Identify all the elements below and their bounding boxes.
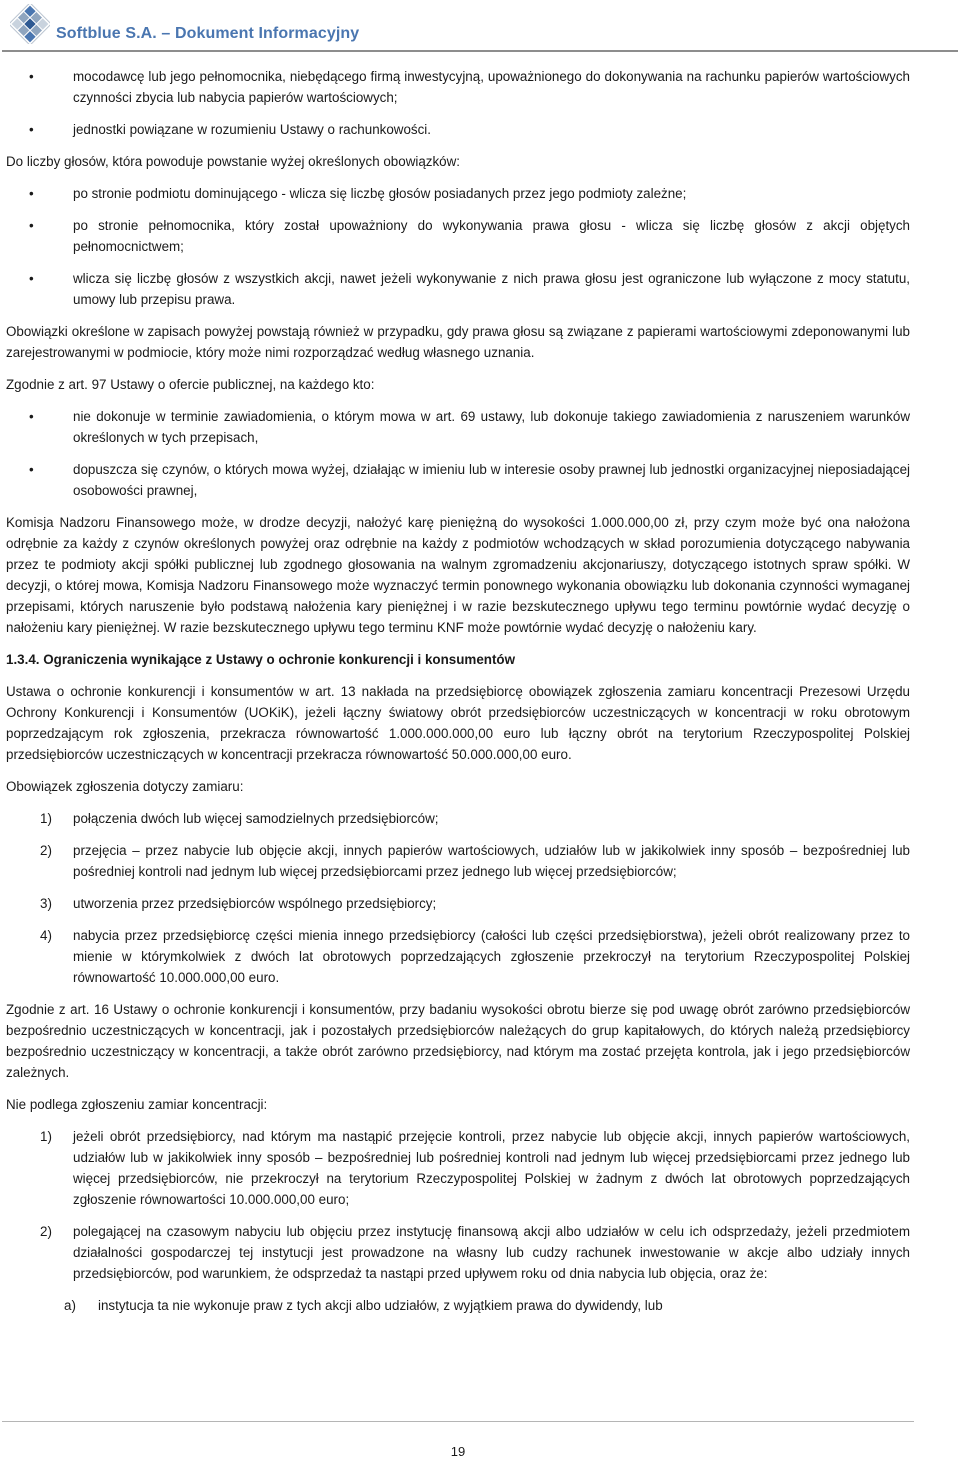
section-heading: 1.3.4. Ograniczenia wynikające z Ustawy o ochronie konkurencji i konsumentów bbox=[6, 652, 516, 667]
bullet-icon: • bbox=[29, 271, 34, 286]
list-item: 2) polegającej na czasowym nabyciu lub objęciu przez instytucję finansową akcji albo udziałów w celu ich odsprzedaży, jeżeli przedmiotem działalności gospodarczej tej instytucji jest prowadzone na własny lub cudzy rachunek inwestowanie w akcje albo udziały innych przedsiębiorców, pod warunkiem, że odsprzedaż ta nastąpi przed upływem roku od dnia nabycia lub objęcia, oraz że: bbox=[40, 1224, 910, 1281]
list-item: • wlicza się liczbę głosów z wszystkich akcji, nawet jeżeli wykonywanie z nich prawa głosu jest ograniczone lub wyłączone z mocy statutu, umowy lub przepisu prawa. bbox=[6, 268, 910, 310]
bullet-icon: • bbox=[29, 69, 34, 84]
bullet-icon: • bbox=[29, 122, 34, 137]
list-item: • nie dokonuje w terminie zawiadomienia, o którym mowa w art. 69 ustawy, lub dokonuje takiego zawiadomienia z naruszeniem warunków określonych w tych przepisach, bbox=[6, 406, 910, 448]
alpha-list bbox=[6, 1295, 910, 1316]
list-item: a) instytucja ta nie wykonuje praw z tych akcji albo udziałów, z wyjątkiem prawa do dywidendy, lub bbox=[64, 1298, 663, 1313]
list-item: • dopuszcza się czynów, o których mowa wyżej, działając w imieniu lub w interesie osoby prawnej lub jednostki organizacyjnej nieposiadającej osobowości prawnej, bbox=[6, 459, 910, 501]
bullet-list-art97 bbox=[6, 406, 910, 501]
numbered-list-nie-podlega bbox=[6, 1126, 910, 1284]
page-header bbox=[0, 0, 960, 56]
bullet-icon: • bbox=[29, 186, 34, 201]
header-divider bbox=[2, 50, 958, 52]
paragraph-art16: Zgodnie z art. 16 Ustawy o ochronie konkurencji i konsumentów, przy badaniu wysokości obrotu bierze się pod uwagę obrót zarówno przedsiębiorców bezpośrednio uczestniczących w koncentracji, jak i pozostałych przedsiębiorców należących do grup kapitałowych, do których należą przedsiębiorcy bezpośrednio uczestniczący w koncentracji, a także obrót zarówno przedsiębiorcy, nad którym ma zostać przejęta kontrola, jak i jego przedsiębiorców zależnych. bbox=[6, 1002, 910, 1080]
list-item: 1) połączenia dwóch lub więcej samodzielnych przedsiębiorców; bbox=[40, 811, 439, 826]
page-number: 19 bbox=[450, 1444, 466, 1459]
document-header-title: Softblue S.A. – Dokument Informacyjny bbox=[56, 25, 360, 42]
paragraph-nie-podlega: Nie podlega zgłoszeniu zamiar koncentracji: bbox=[6, 1097, 268, 1112]
bullet-icon: • bbox=[29, 218, 34, 233]
paragraph-obowiazki: Obowiązki określone w zapisach powyżej powstają również w przypadku, gdy prawa głosu są związane z papierami wartościowymi zdeponowanymi lub zarejestrowanymi w podmiocie, który może nimi rozporządzać według własnego uznania. bbox=[6, 324, 910, 360]
bullet-icon: • bbox=[29, 409, 34, 424]
paragraph-ustawa: Ustawa o ochronie konkurencji i konsumentów w art. 13 nakłada na przedsiębiorcę obowiązek zgłoszenia zamiaru koncentracji Prezesowi Urzędu Ochrony Konkurencji i Konsumentów (UOKiK), jeżeli łączny światowy obrót przedsiębiorców uczestniczących w koncentracji w roku obrotowym poprzedzającym rok zgłoszenia, przekracza równowartość 1.000.000.000,00 euro lub łączny obrót na terytorium Rzeczypospolitej Polskiej przedsiębiorców uczestniczących w koncentracji przekracza równowartość 50.000.000,00 euro. bbox=[6, 684, 910, 762]
list-item: 3) utworzenia przez przedsiębiorców wspólnego przedsiębiorcy; bbox=[40, 896, 437, 911]
list-item: 4) nabycia przez przedsiębiorcę części mienia innego przedsiębiorcy (całości lub części przedsiębiorstwa), jeżeli obrót realizowany przez to mienie w którymkolwiek z dwóch lat obrotowych poprzedzających zgłoszenie przekroczył na terytorium Rzeczypospolitej Polskiej równowartość 10.000.000,00 euro. bbox=[40, 928, 910, 985]
paragraph-komisja: Komisja Nadzoru Finansowego może, w drodze decyzji, nałożyć karę pieniężną do wysokości 1.000.000,00 zł, przy czym może być ona nałożona odrębnie za każdy z czynów określonych powyżej oraz odrębnie na każdy z podmiotów wchodzących w skład porozumienia dotyczącego nabywania przez te podmioty akcji spółki publicznej lub zgodnego głosowania na walnym zgromadzeniu akcjonariuszy, dotyczącego istotnych spraw spółki. W decyzji, o której mowa, Komisja Nadzoru Finansowego może wyznaczyć termin ponownego wykonania obowiązku lub dokonania czynności wymaganej przepisami, których naruszenie było podstawą nałożenia kary pieniężnej i w razie bezskutecznego upływu tego terminu powtórnie wydać decyzję o nałożeniu kary pieniężnej. W razie bezskutecznego upływu tego terminu KNF może powtórnie wydać decyzję o nałożeniu kary. bbox=[6, 515, 910, 635]
paragraph-obowiazek: Obowiązek zgłoszenia dotyczy zamiaru: bbox=[6, 779, 244, 794]
list-item: • mocodawcę lub jego pełnomocnika, niebędącego firmą inwestycyjną, upoważnionego do dokonywania na rachunku papierów wartościowych czynności zbycia lub nabycia papierów wartościowych; bbox=[6, 66, 910, 108]
list-item: • po stronie podmiotu dominującego - wlicza się liczbę głosów posiadanych przez jego podmioty zależne; bbox=[6, 183, 910, 204]
list-item: 2) przejęcia – przez nabycie lub objęcie akcji, innych papierów wartościowych, udziałów lub w jakikolwiek inny sposób – bezpośredniej lub pośredniej kontroli nad jednym lub więcej przedsiębiorcami przez jednego lub więcej przedsiębiorców; bbox=[40, 843, 910, 879]
bullet-icon: • bbox=[29, 462, 34, 477]
numbered-list-zamiar bbox=[6, 808, 910, 988]
paragraph-art97: Zgodnie z art. 97 Ustawy o ofercie publicznej, na każdego kto: bbox=[6, 377, 375, 392]
list-item: 1) jeżeli obrót przedsiębiorcy, nad którym ma nastąpić przejęcie kontroli, przez nabycie lub objęcie akcji, innych papierów wartościowych, udziałów lub w jakikolwiek inny sposób – bezpośredniej lub pośredniej kontroli nad jednym lub więcej przedsiębiorcami przez jednego lub więcej przedsiębiorców, nie przekroczył na terytorium Rzeczypospolitej Polskiej w żadnym z dwóch lat obrotowych poprzedzających zgłoszenie równowartości 10.000.000,00 euro; bbox=[40, 1129, 910, 1207]
document-body bbox=[6, 66, 910, 1327]
softblue-logo-icon bbox=[10, 4, 50, 44]
bullet-list-top bbox=[6, 66, 910, 140]
bullet-list-glosy bbox=[6, 183, 910, 310]
list-item: • jednostki powiązane w rozumieniu Ustawy o rachunkowości. bbox=[6, 119, 910, 140]
list-item: • po stronie pełnomocnika, który został upoważniony do wykonywania prawa głosu - wlicza się liczbę głosów z akcji objętych pełnomocnictwem; bbox=[6, 215, 910, 257]
footer-divider bbox=[2, 1421, 914, 1422]
paragraph-liczba-glosow: Do liczby głosów, która powoduje powstanie wyżej określonych obowiązków: bbox=[6, 154, 461, 169]
